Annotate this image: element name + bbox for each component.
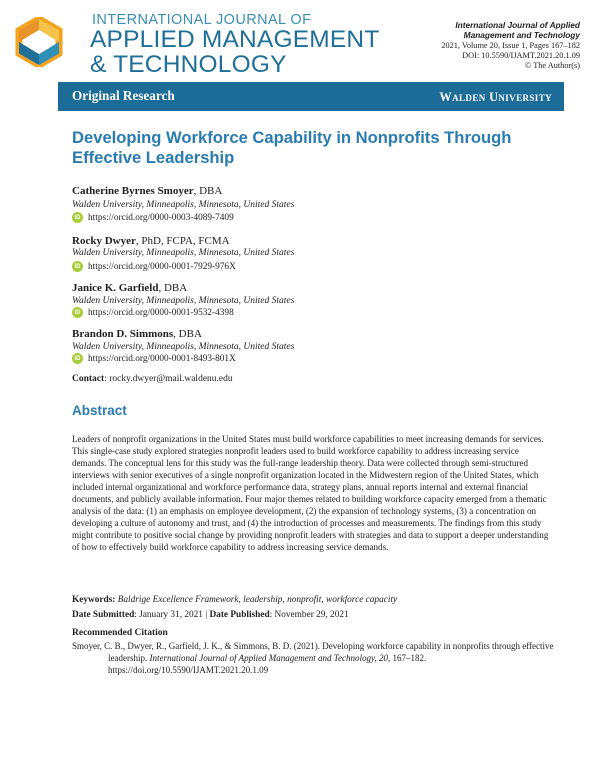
contact-email[interactable]: : rocky.dwyer@mail.waldenu.edu: [104, 374, 233, 384]
journal-name-line2: APPLIED MANAGEMENT: [90, 26, 380, 53]
date-published-label: Date Published: [209, 610, 270, 620]
abstract-heading: Abstract: [72, 403, 127, 418]
abstract-text: Leaders of nonprofit organizations in the United States must build workforce capabilities to meet increasing demands for services. This single-case study explored strategies nonprofit leaders used to build workforce capability to address increasing service demands. The conceptual lens for this study was the full-range leadership theory. Data were collected through semi-structured interviews with senior executives of a single nonprofit organization located in the Midwestern region of the United States, which included internal organizational and workforce performance data, strategy plans, annual reports internal and external financial documents, and publicly available information. Four major themes related to building workforce capacity emerged from a thematic analysis of the data: (1) an emphasis on employee development, (2) the expansion of technology systems, (3) a concentration on developing a culture of autonomy and trust, and (4) the introduction of processes and measurements. The findings from this study might contribute to positive social change by providing nonprofit leaders with strategies and data to support a deeper understanding of how to effectively build workforce capability to address increasing service demands.: [72, 434, 549, 553]
orcid-link[interactable]: https://orcid.org/0000-0001-7929-976X: [88, 261, 236, 272]
date-submitted-label: Date Submitted: [72, 610, 135, 620]
meta-doi: DOI: 10.5590/IJAMT.2021.20.1.09: [462, 50, 580, 60]
author-1-orcid[interactable]: [72, 212, 234, 223]
keywords-value: Baldrige Excellence Framework, leadership, nonprofit, workforce capacity: [115, 595, 398, 605]
author-credentials: , DBA: [158, 282, 188, 294]
citation-journal: International Journal of Applied Management and Technology, 20: [149, 653, 388, 664]
author-credentials: , PhD, FCPA, FCMA: [135, 235, 230, 247]
orcid-link[interactable]: https://orcid.org/0000-0001-8493-801X: [88, 353, 236, 364]
orcid-icon: iD: [72, 307, 83, 318]
orcid-link[interactable]: https://orcid.org/0000-0003-4089-7409: [88, 212, 234, 223]
author-4-affiliation: Walden University, Minneapolis, Minnesota, United States: [72, 342, 295, 352]
author-name: Rocky Dwyer: [72, 235, 136, 247]
date-submitted-value: : January 31, 2021 |: [134, 610, 210, 620]
citation-heading: Recommended Citation: [72, 628, 168, 638]
meta-title-2: Management and Technology: [463, 30, 580, 41]
author-credentials: , DBA: [193, 185, 223, 197]
author-credentials: , DBA: [173, 328, 202, 340]
orcid-link[interactable]: https://orcid.org/0000-0001-9532-4398: [88, 307, 234, 318]
university-name: Walden University: [439, 90, 552, 104]
journal-meta: [441, 20, 580, 71]
meta-copyright: © The Author(s): [524, 61, 580, 71]
author-3-orcid[interactable]: [72, 307, 234, 318]
author-3: [72, 282, 187, 295]
article-type: Original Research: [72, 88, 175, 103]
meta-title-1: International Journal of Applied: [455, 20, 580, 30]
author-3-affiliation: Walden University, Minneapolis, Minnesota, United States: [72, 296, 295, 306]
hexagon-logo-icon: [14, 17, 64, 67]
date-published-value: : November 29, 2021: [269, 610, 349, 620]
meta-volume: 2021, Volume 20, Issue 1, Pages 167–182: [441, 40, 580, 50]
citation-part2[interactable]: , 167–182. https://doi.org/10.5590/IJAMT.2021.20.1.09: [108, 653, 427, 676]
citation-part1: Smoyer, C. B., Dwyer, R., Garfield, J. K., & Simmons, B. D. (2021). Developing workforce capability in nonprofits through effective leadership.: [72, 641, 554, 664]
author-2-affiliation: Walden University, Minneapolis, Minnesota, United States: [72, 248, 295, 258]
orcid-icon: iD: [72, 261, 83, 272]
orcid-icon: iD: [72, 353, 83, 364]
author-4: [72, 328, 202, 341]
article-title: Developing Workforce Capability in Nonprofits Through Effective Leadership: [72, 128, 512, 167]
author-name: Brandon D. Simmons: [72, 328, 174, 340]
author-2: [72, 235, 230, 248]
author-1: [72, 185, 222, 198]
author-name: Janice K. Garfield: [72, 282, 159, 294]
keywords-label: Keywords:: [72, 595, 116, 605]
author-1-affiliation: Walden University, Minneapolis, Minnesota, United States: [72, 200, 295, 210]
contact-label: Contact: [72, 374, 105, 384]
keywords: [72, 595, 397, 605]
contact: [72, 374, 233, 384]
citation-text: [72, 640, 588, 677]
journal-name-line1: INTERNATIONAL JOURNAL OF: [92, 12, 312, 28]
author-name: Catherine Byrnes Smoyer: [72, 185, 194, 197]
author-2-orcid[interactable]: [72, 261, 236, 272]
journal-name-line3: & TECHNOLOGY: [90, 51, 287, 78]
orcid-icon: iD: [72, 212, 83, 223]
author-4-orcid[interactable]: [72, 353, 236, 364]
dates: [72, 610, 349, 620]
